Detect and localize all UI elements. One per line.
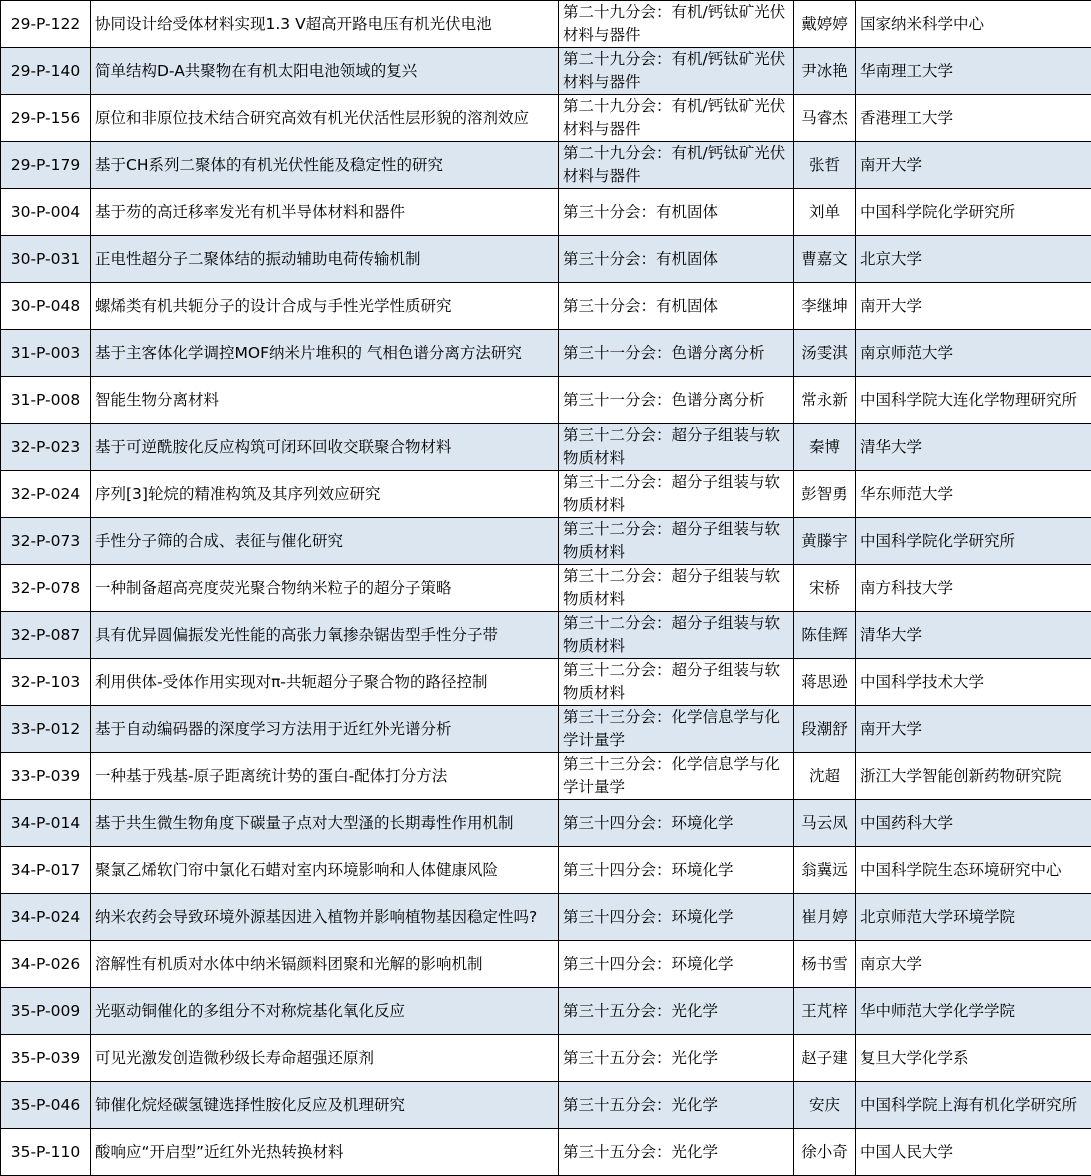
poster-id-cell: 29-P-156 <box>1 95 91 142</box>
session-cell: 第三十四分会：环境化学 <box>559 894 794 941</box>
poster-id-cell: 32-P-087 <box>1 612 91 659</box>
poster-id-cell: 35-P-009 <box>1 988 91 1035</box>
presenter-cell: 崔月婷 <box>794 894 856 941</box>
presenter-cell: 黄滕宇 <box>794 518 856 565</box>
table-body <box>1 1 1091 1176</box>
table-row <box>1 95 1091 142</box>
table-row <box>1 941 1091 988</box>
table-row <box>1 236 1091 283</box>
institution-cell: 南京师范大学 <box>856 330 1091 377</box>
table-row <box>1 48 1091 95</box>
session-cell: 第三十二分会：超分子组装与软物质材料 <box>559 612 794 659</box>
institution-cell: 华中师范大学化学学院 <box>856 988 1091 1035</box>
table-row <box>1 518 1091 565</box>
poster-title-cell: 基于共生微生物角度下碳量子点对大型溞的长期毒性作用机制 <box>91 800 559 847</box>
poster-id-cell: 29-P-140 <box>1 48 91 95</box>
poster-id-cell: 31-P-003 <box>1 330 91 377</box>
institution-cell: 香港理工大学 <box>856 95 1091 142</box>
session-cell: 第三十三分会：化学信息学与化学计量学 <box>559 706 794 753</box>
session-cell: 第三十二分会：超分子组装与软物质材料 <box>559 565 794 612</box>
poster-title-cell: 原位和非原位技术结合研究高效有机光伏活性层形貌的溶剂效应 <box>91 95 559 142</box>
session-cell: 第三十二分会：超分子组装与软物质材料 <box>559 518 794 565</box>
session-cell: 第二十九分会：有机/钙钛矿光伏材料与器件 <box>559 48 794 95</box>
poster-id-cell: 34-P-026 <box>1 941 91 988</box>
presenter-cell: 安庆 <box>794 1082 856 1129</box>
table-row <box>1 565 1091 612</box>
poster-id-cell: 32-P-103 <box>1 659 91 706</box>
poster-title-cell: 基于主客体化学调控MOF纳米片堆积的 气相色谱分离方法研究 <box>91 330 559 377</box>
session-cell: 第三十一分会：色谱分离分析 <box>559 377 794 424</box>
poster-title-cell: 手性分子筛的合成、表征与催化研究 <box>91 518 559 565</box>
poster-title-cell: 序列[3]轮烷的精准构筑及其序列效应研究 <box>91 471 559 518</box>
table-row <box>1 189 1091 236</box>
table-row <box>1 377 1091 424</box>
institution-cell: 中国药科大学 <box>856 800 1091 847</box>
institution-cell: 中国科学院生态环境研究中心 <box>856 847 1091 894</box>
poster-id-cell: 31-P-008 <box>1 377 91 424</box>
poster-title-cell: 正电性超分子二聚体结的振动辅助电荷传输机制 <box>91 236 559 283</box>
poster-title-cell: 基于芴的高迁移率发光有机半导体材料和器件 <box>91 189 559 236</box>
table-row <box>1 1082 1091 1129</box>
session-cell: 第三十分会：有机固体 <box>559 283 794 330</box>
poster-id-cell: 32-P-073 <box>1 518 91 565</box>
poster-id-cell: 30-P-031 <box>1 236 91 283</box>
poster-id-cell: 33-P-012 <box>1 706 91 753</box>
institution-cell: 南方科技大学 <box>856 565 1091 612</box>
presenter-cell: 翁冀远 <box>794 847 856 894</box>
poster-title-cell: 酸响应“开启型”近红外光热转换材料 <box>91 1129 559 1176</box>
institution-cell: 中国人民大学 <box>856 1129 1091 1176</box>
presenter-cell: 王芃梓 <box>794 988 856 1035</box>
session-cell: 第三十二分会：超分子组装与软物质材料 <box>559 424 794 471</box>
session-cell: 第三十五分会：光化学 <box>559 1082 794 1129</box>
table-row <box>1 894 1091 941</box>
poster-id-cell: 34-P-017 <box>1 847 91 894</box>
institution-cell: 中国科学院上海有机化学研究所 <box>856 1082 1091 1129</box>
institution-cell: 北京师范大学环境学院 <box>856 894 1091 941</box>
poster-title-cell: 光驱动铜催化的多组分不对称烷基化氧化反应 <box>91 988 559 1035</box>
presenter-cell: 彭智勇 <box>794 471 856 518</box>
institution-cell: 中国科学院大连化学物理研究所 <box>856 377 1091 424</box>
institution-cell: 南京大学 <box>856 941 1091 988</box>
poster-title-cell: 聚氯乙烯软门帘中氯化石蜡对室内环境影响和人体健康风险 <box>91 847 559 894</box>
poster-id-cell: 30-P-004 <box>1 189 91 236</box>
table-row <box>1 1 1091 48</box>
session-cell: 第三十分会：有机固体 <box>559 236 794 283</box>
institution-cell: 中国科学院化学研究所 <box>856 518 1091 565</box>
session-cell: 第三十二分会：超分子组装与软物质材料 <box>559 659 794 706</box>
session-cell: 第三十五分会：光化学 <box>559 1129 794 1176</box>
institution-cell: 北京大学 <box>856 236 1091 283</box>
poster-title-cell: 智能生物分离材料 <box>91 377 559 424</box>
poster-id-cell: 34-P-024 <box>1 894 91 941</box>
institution-cell: 华东师范大学 <box>856 471 1091 518</box>
institution-cell: 南开大学 <box>856 706 1091 753</box>
table-row <box>1 659 1091 706</box>
poster-title-cell: 一种制备超高亮度荧光聚合物纳米粒子的超分子策略 <box>91 565 559 612</box>
table-row <box>1 706 1091 753</box>
presenter-cell: 李继坤 <box>794 283 856 330</box>
session-cell: 第二十九分会：有机/钙钛矿光伏材料与器件 <box>559 1 794 48</box>
table-row <box>1 471 1091 518</box>
session-cell: 第三十一分会：色谱分离分析 <box>559 330 794 377</box>
institution-cell: 中国科学技术大学 <box>856 659 1091 706</box>
presenter-cell: 蒋思逊 <box>794 659 856 706</box>
session-cell: 第三十五分会：光化学 <box>559 988 794 1035</box>
presenter-cell: 宋桥 <box>794 565 856 612</box>
institution-cell: 南开大学 <box>856 142 1091 189</box>
poster-title-cell: 纳米农药会导致环境外源基因进入植物并影响植物基因稳定性吗? <box>91 894 559 941</box>
poster-title-cell: 可见光激发创造微秒级长寿命超强还原剂 <box>91 1035 559 1082</box>
presenter-cell: 刘单 <box>794 189 856 236</box>
institution-cell: 华南理工大学 <box>856 48 1091 95</box>
institution-cell: 复旦大学化学系 <box>856 1035 1091 1082</box>
poster-id-cell: 32-P-024 <box>1 471 91 518</box>
institution-cell: 清华大学 <box>856 424 1091 471</box>
presenter-cell: 马云凤 <box>794 800 856 847</box>
table-row <box>1 847 1091 894</box>
session-cell: 第三十分会：有机固体 <box>559 189 794 236</box>
poster-title-cell: 协同设计给受体材料实现1.3 V超高开路电压有机光伏电池 <box>91 1 559 48</box>
table-row <box>1 1035 1091 1082</box>
poster-title-cell: 基于CH系列二聚体的有机光伏性能及稳定性的研究 <box>91 142 559 189</box>
poster-id-cell: 32-P-078 <box>1 565 91 612</box>
poster-id-cell: 30-P-048 <box>1 283 91 330</box>
institution-cell: 国家纳米科学中心 <box>856 1 1091 48</box>
table-row <box>1 800 1091 847</box>
session-cell: 第三十四分会：环境化学 <box>559 941 794 988</box>
presenter-cell: 秦博 <box>794 424 856 471</box>
poster-id-cell: 35-P-046 <box>1 1082 91 1129</box>
presenter-cell: 赵子建 <box>794 1035 856 1082</box>
presenter-cell: 徐小奇 <box>794 1129 856 1176</box>
poster-id-cell: 29-P-179 <box>1 142 91 189</box>
poster-title-cell: 简单结构D-A共聚物在有机太阳电池领域的复兴 <box>91 48 559 95</box>
poster-title-cell: 基于自动编码器的深度学习方法用于近红外光谱分析 <box>91 706 559 753</box>
table-row <box>1 988 1091 1035</box>
presenter-cell: 张哲 <box>794 142 856 189</box>
table-row <box>1 424 1091 471</box>
presenter-cell: 沈超 <box>794 753 856 800</box>
poster-title-cell: 溶解性有机质对水体中纳米镉颜料团聚和光解的影响机制 <box>91 941 559 988</box>
session-cell: 第三十四分会：环境化学 <box>559 847 794 894</box>
session-cell: 第三十三分会：化学信息学与化学计量学 <box>559 753 794 800</box>
institution-cell: 浙江大学智能创新药物研究院 <box>856 753 1091 800</box>
table-row <box>1 283 1091 330</box>
presenter-cell: 常永新 <box>794 377 856 424</box>
session-cell: 第三十四分会：环境化学 <box>559 800 794 847</box>
session-cell: 第三十五分会：光化学 <box>559 1035 794 1082</box>
table-row <box>1 330 1091 377</box>
poster-id-cell: 34-P-014 <box>1 800 91 847</box>
presenter-cell: 曹嘉文 <box>794 236 856 283</box>
presenter-cell: 汤雯淇 <box>794 330 856 377</box>
poster-title-cell: 一种基于残基-原子距离统计势的蛋白-配体打分方法 <box>91 753 559 800</box>
presenter-cell: 马睿杰 <box>794 95 856 142</box>
presenter-cell: 杨书雪 <box>794 941 856 988</box>
institution-cell: 南开大学 <box>856 283 1091 330</box>
table-row <box>1 753 1091 800</box>
poster-id-cell: 33-P-039 <box>1 753 91 800</box>
table-row <box>1 1129 1091 1176</box>
poster-title-cell: 螺烯类有机共轭分子的设计合成与手性光学性质研究 <box>91 283 559 330</box>
presenter-cell: 段潮舒 <box>794 706 856 753</box>
table-row <box>1 142 1091 189</box>
session-cell: 第二十九分会：有机/钙钛矿光伏材料与器件 <box>559 142 794 189</box>
presenter-cell: 陈佳辉 <box>794 612 856 659</box>
poster-title-cell: 基于可逆酰胺化反应构筑可闭环回收交联聚合物材料 <box>91 424 559 471</box>
poster-id-cell: 29-P-122 <box>1 1 91 48</box>
presenter-cell: 尹冰艳 <box>794 48 856 95</box>
session-cell: 第二十九分会：有机/钙钛矿光伏材料与器件 <box>559 95 794 142</box>
institution-cell: 中国科学院化学研究所 <box>856 189 1091 236</box>
poster-title-cell: 利用供体-受体作用实现对π-共轭超分子聚合物的路径控制 <box>91 659 559 706</box>
presenter-cell: 戴婷婷 <box>794 1 856 48</box>
table-row <box>1 612 1091 659</box>
poster-id-cell: 35-P-110 <box>1 1129 91 1176</box>
poster-title-cell: 铈催化烷烃碳氢键选择性胺化反应及机理研究 <box>91 1082 559 1129</box>
institution-cell: 清华大学 <box>856 612 1091 659</box>
poster-title-cell: 具有优异圆偏振发光性能的高张力氧掺杂锯齿型手性分子带 <box>91 612 559 659</box>
poster-id-cell: 32-P-023 <box>1 424 91 471</box>
session-cell: 第三十二分会：超分子组装与软物质材料 <box>559 471 794 518</box>
poster-id-cell: 35-P-039 <box>1 1035 91 1082</box>
